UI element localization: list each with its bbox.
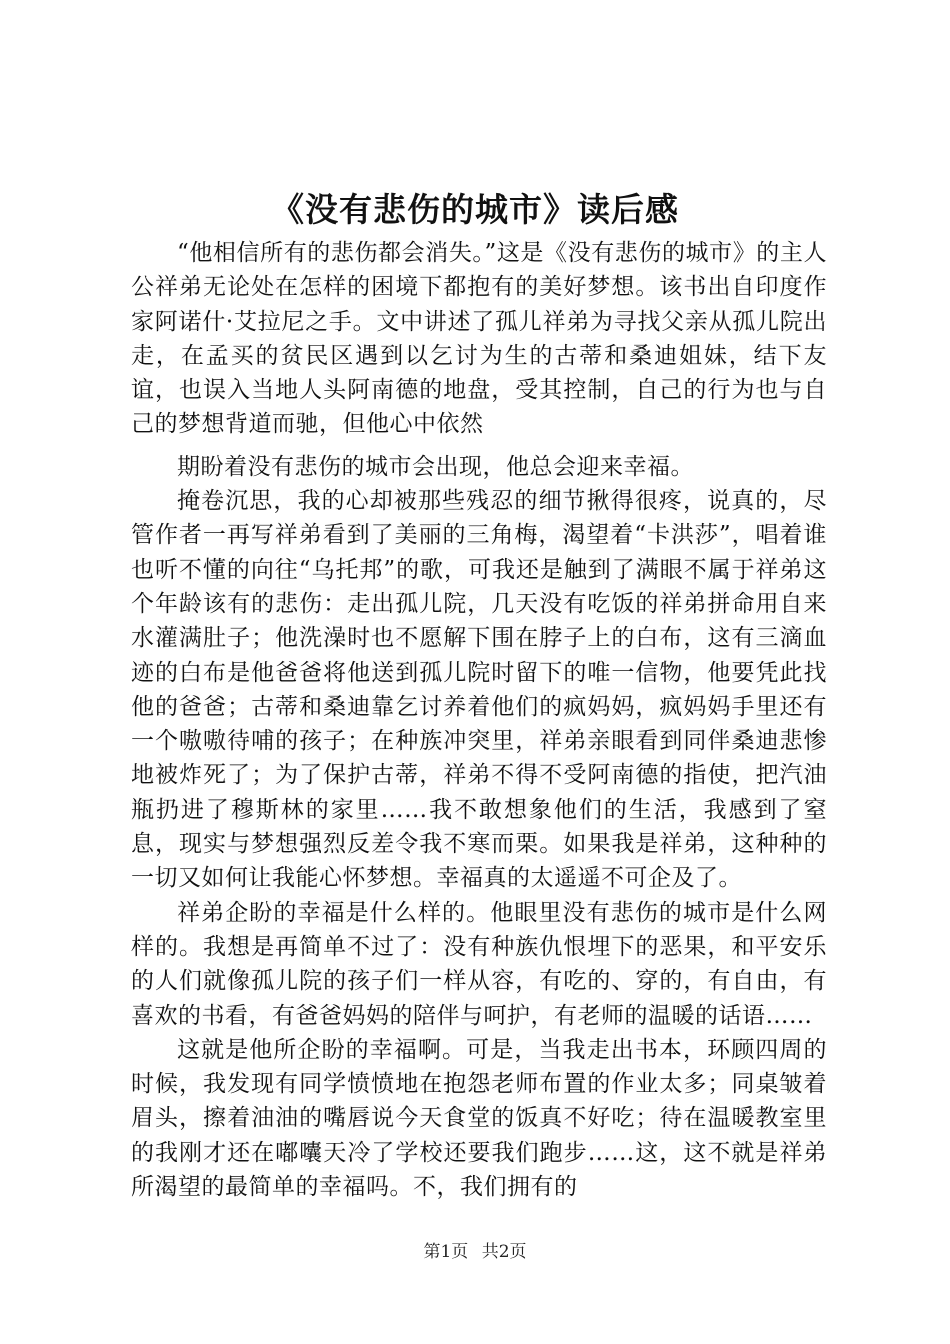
page-total: 共2页 [481,1242,527,1262]
paragraph-3: 掩卷沉思，我的心却被那些残忍的细节揪得很疼，说真的，尽管作者一再写祥弟看到了美丽的三角梅，渴望着“卡洪莎”，唱着谁也听不懂的向往“乌托邦”的歌，可我还是触到了满眼不属于祥弟这个年龄该有的悲伤：走出孤儿院，几天没有吃饭的祥弟拼命用自来水灌满肚子；他洗澡时也不愿解下围在脖子上的白布，这有三滴血迹的白布是他爸爸将他送到孤儿院时留下的唯一信物，他要凭此找他的爸爸；古蒂和桑迪靠乞讨养着他们的疯妈妈，疯妈妈手里还有一个嗷嗷待哺的孩子；在种族冲突里，祥弟亲眼看到同伴桑迪悲惨地被炸死了；为了保护古蒂，祥弟不得不受阿南德的指使，把汽油瓶扔进了穆斯林的家里……我不敢想象他们的生活，我感到了窒息，现实与梦想强烈反差令我不寒而栗。如果我是祥弟，这种种的一切又如何让我能心怀梦想。幸福真的太遥遥不可企及了。 [131,488,827,892]
paragraph-1: “他相信所有的悲伤都会消失。”这是《没有悲伤的城市》的主人公祥弟无论处在怎样的困境下都抱有的美好梦想。该书出自印度作家阿诺什·艾拉尼之手。文中讲述了孤儿祥弟为寻找父亲从孤儿院出走，在孟买的贫民区遇到以乞讨为生的古蒂和桑迪姐妹，结下友谊，也误入当地人头阿南德的地盘，受其控制，自己的行为也与自己的梦想背道而驰，但他心中依然 [131,240,827,438]
page-footer [0,1240,950,1264]
paragraph-4: 祥弟企盼的幸福是什么样的。他眼里没有悲伤的城市是什么网样的。我想是再简单不过了：没有种族仇恨埋下的恶果，和平安乐的人们就像孤儿院的孩子们一样从容，有吃的、穿的，有自由，有喜欢的书看，有爸爸妈妈的陪伴与呵护，有老师的温暖的话语…… [131,899,827,1029]
paragraph-5: 这就是他所企盼的幸福啊。可是，当我走出书本，环顾四周的时候，我发现有同学愤愤地在抱怨老师布置的作业太多；同桌皱着眉头，擦着油油的嘴唇说今天食堂的饭真不好吃；待在温暖教室里的我刚才还在嘟囔天冷了学校还要我们跑步……这，这不就是祥弟所渴望的最简单的幸福吗。不，我们拥有的 [131,1036,827,1201]
document-body [131,236,827,1204]
page-number: 第1页 [423,1242,469,1262]
document-title: 《没有悲伤的城市》读后感 [271,190,679,229]
paragraph-2: 期盼着没有悲伤的城市会出现，他总会迎来幸福。 [177,453,694,480]
